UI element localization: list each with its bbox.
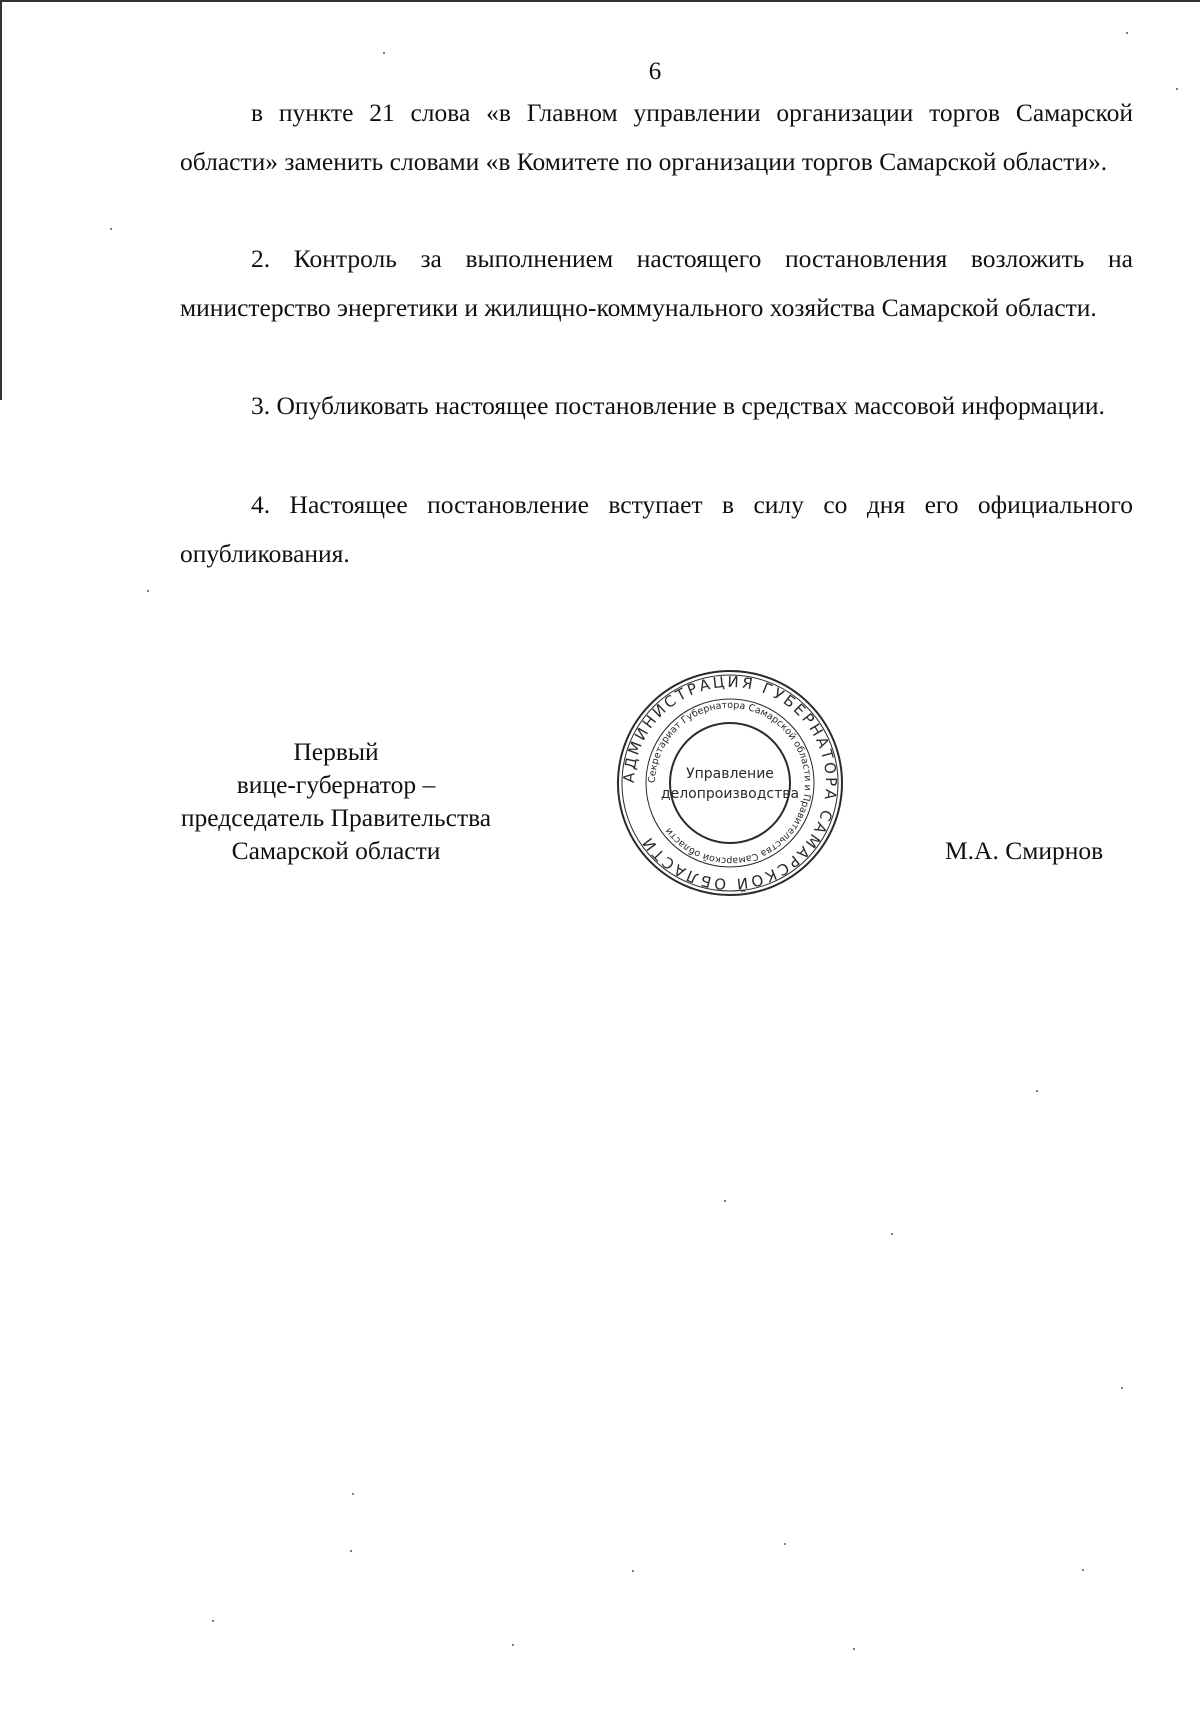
scan-speck (724, 1200, 726, 1202)
seal-inner-text: Секретариат Губернатора Самарской области и Правительства Самарской области (646, 699, 814, 867)
paragraph-1: в пункте 21 слова «в Главном управлении организации торгов Самарской области» заменить словами «в Комитете по организации торгов Самарской области». (180, 98, 1133, 176)
scan-speck (147, 590, 149, 592)
scan-speck (1082, 1569, 1084, 1571)
scan-speck (1126, 32, 1128, 34)
seal-outer-text: АДМИНИСТРАЦИЯ ГУБЕРНАТОРА САМАРСКОЙ ОБЛАСТИ (619, 672, 841, 894)
page-number: 6 (648, 58, 662, 85)
scan-speck (784, 1543, 786, 1545)
scan-speck (1036, 1090, 1038, 1092)
seal-center-line: Управление (686, 766, 774, 782)
signatory-name: М.А. Смирнов (945, 836, 1104, 865)
scan-speck (383, 52, 385, 54)
signatory-title-line: вице-губернатор – (236, 770, 436, 799)
scan-speck (350, 1550, 352, 1552)
signatory-title-line: председатель Правительства (180, 803, 492, 832)
scan-speck (853, 1648, 855, 1650)
scan-speck (632, 1570, 634, 1572)
paragraph-3: 3. Опубликовать настоящее постановление в средствах массовой информации. (251, 391, 1105, 420)
scan-speck (1176, 88, 1178, 90)
official-seal (615, 668, 845, 898)
signatory-title-line: Первый (293, 737, 379, 766)
scan-speck (512, 1644, 514, 1646)
paragraph-2: 2. Контроль за выполнением настоящего постановления возложить на министерство энергетики и жилищно-коммунального хозяйства Самарской области. (180, 244, 1133, 322)
scan-edge-top (0, 0, 1200, 2)
scan-speck (110, 228, 112, 230)
paragraph-4: 4. Настоящее постановление вступает в силу со дня его официального опубликования. (180, 490, 1133, 568)
scan-speck (212, 1620, 214, 1622)
signatory-title (150, 735, 522, 867)
scan-speck (1121, 1387, 1123, 1389)
scan-speck (891, 1233, 893, 1235)
signatory-title-line: Самарской области (231, 836, 441, 865)
scan-speck (352, 1493, 354, 1495)
seal-center-line: делопроизводства (660, 786, 800, 802)
